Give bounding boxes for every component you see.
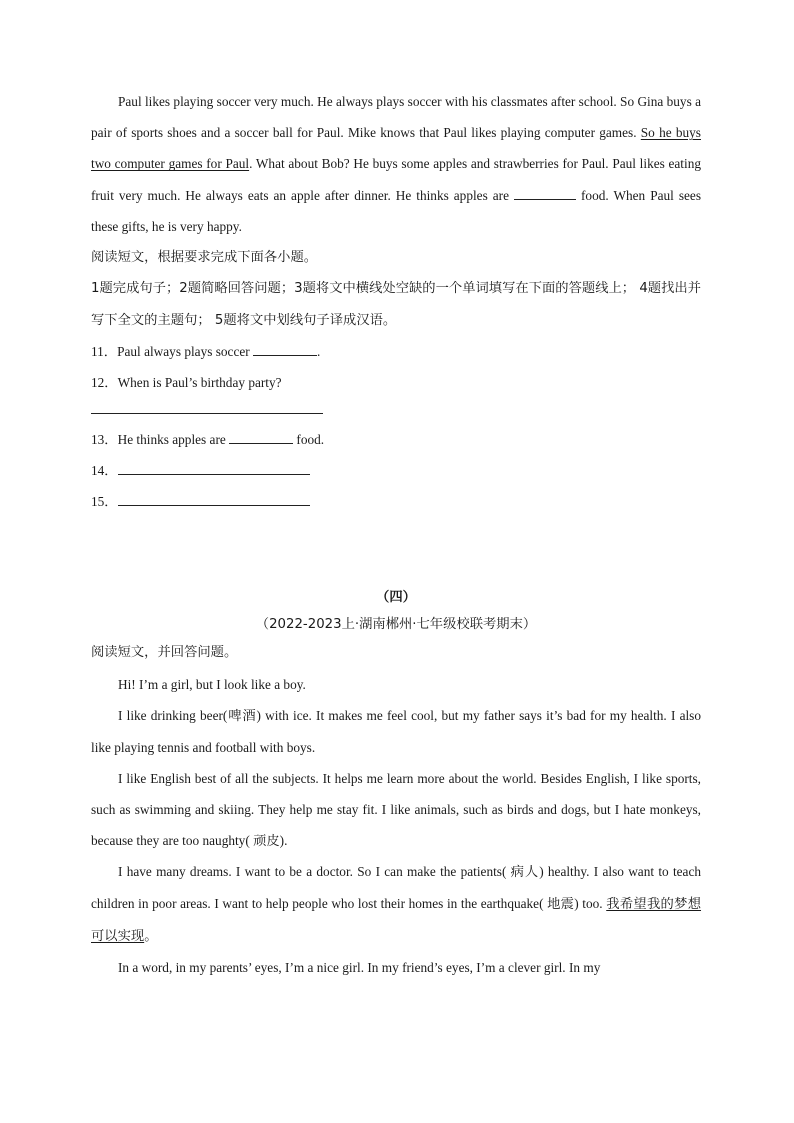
question-13: 13．He thinks apples are food.	[91, 431, 325, 447]
question-11: 11．Paul always plays soccer .	[91, 344, 321, 360]
answer-blank[interactable]	[118, 492, 310, 506]
question-15: 15．	[91, 486, 701, 517]
passage-paragraph: I have many dreams. I want to be a doctor. So I can make the patients( 病人) healthy. I also want to teach children in poor areas. I want to help people who lost their homes in the earthquake( 地震) too. 我希望我的梦想可以实现。	[91, 864, 702, 944]
answer-blank[interactable]	[118, 461, 310, 475]
answer-line-12[interactable]	[91, 399, 323, 414]
section-source: （2022-2023上·湖南郴州·七年级校联考期末）	[255, 617, 537, 633]
answer-blank[interactable]	[253, 342, 317, 356]
blank-line	[514, 186, 576, 200]
section-title: （四）	[376, 590, 416, 606]
passage-paragraph: I like English best of all the subjects. It helps me learn more about the world. Besides English, I like sports, such as swimming and skiing. They help me stay fit. I like animals, such as birds and dogs, but I hate monkeys, because they are too naughty( 顽皮).	[91, 770, 701, 849]
instruction-text: 阅读短文，根据要求完成下面各小题。	[91, 250, 318, 266]
underlined-sentence: So he buys two computer games for Paul	[91, 125, 701, 172]
passage-paragraph: Paul likes playing soccer very much. He always plays soccer with his classmates after school. So Gina buys a pair of sports shoes and a soccer ball for Paul. Mike knows that Paul likes playing computer games. So he buys two computer games for Paul. What about Bob? He buys some apples and strawberries for Paul. Paul likes eating fruit very much. He always eats an apple after dinner. He thinks apples are food. When Paul sees these gifts, he is very happy.	[91, 94, 702, 234]
document-page	[91, 86, 701, 983]
question-14: 14．	[91, 455, 701, 486]
section-instruction: 阅读短文，并回答问题。	[91, 645, 238, 661]
passage-paragraph: I like drinking beer(啤酒) with ice. It makes me feel cool, but my father says it’s bad for my health. I also like playing tennis and football with boys.	[91, 708, 701, 755]
question-12: 12．When is Paul’s birthday party?	[91, 375, 282, 391]
passage-paragraph: In a word, in my parents’ eyes, I’m a nice girl. In my friend’s eyes, I’m a clever girl. In my	[118, 960, 601, 976]
underlined-sentence: 我希望我的梦想可以实现	[91, 896, 702, 944]
passage-paragraph: Hi! I’m a girl, but I look like a boy.	[118, 677, 306, 693]
requirements-text: 1题完成句子；2题简略回答问题；3题将文中横线处空缺的一个单词填写在下面的答题线上； 4题找出并写下全文的主题句； 5题将文中划线句子译成汉语。	[91, 281, 701, 328]
answer-blank[interactable]	[229, 430, 293, 444]
